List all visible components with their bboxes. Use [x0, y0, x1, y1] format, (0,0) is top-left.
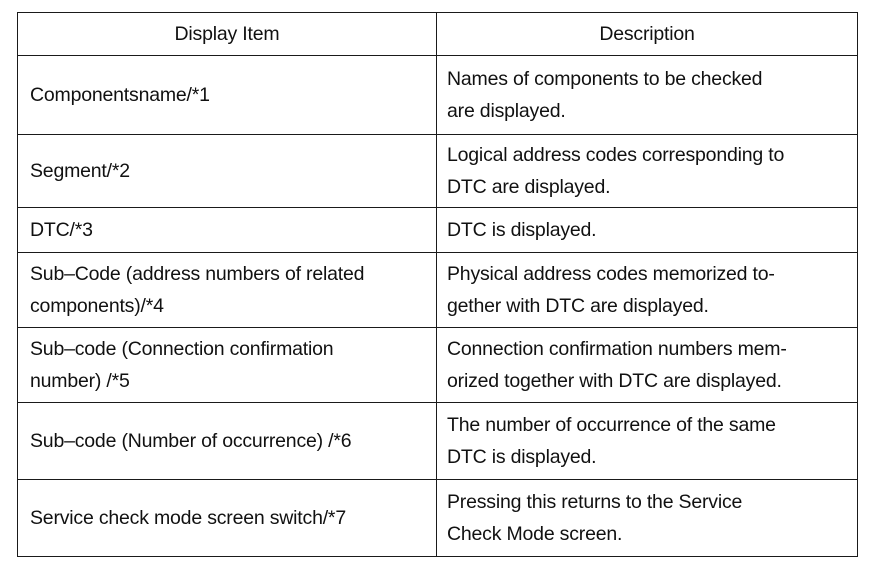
- display-item-table: [17, 12, 858, 557]
- description-cell: Pressing this returns to the Service Check Mode screen.: [437, 480, 858, 557]
- header-display-item: Display Item: [18, 13, 437, 56]
- table-row: [18, 135, 858, 208]
- display-item-cell: Sub–code (Connection confirmation number) /*5: [18, 328, 437, 403]
- display-item-cell: Sub–code (Number of occurrence) /*6: [18, 403, 437, 480]
- table-row: [18, 253, 858, 328]
- table-row: [18, 208, 858, 253]
- table-row: [18, 328, 858, 403]
- display-item-cell: DTC/*3: [18, 208, 437, 253]
- table-body: [18, 56, 858, 557]
- description-cell: Names of components to be checked are displayed.: [437, 56, 858, 135]
- description-cell: Logical address codes corresponding to DTC are displayed.: [437, 135, 858, 208]
- description-cell: Physical address codes memorized to- gether with DTC are displayed.: [437, 253, 858, 328]
- description-cell: DTC is displayed.: [437, 208, 858, 253]
- header-description: Description: [437, 13, 858, 56]
- display-item-cell: Componentsname/*1: [18, 56, 437, 135]
- table-header: [18, 13, 858, 56]
- description-cell: The number of occurrence of the same DTC is displayed.: [437, 403, 858, 480]
- table-row: [18, 56, 858, 135]
- table-row: [18, 403, 858, 480]
- header-row: [18, 13, 858, 56]
- table-row: [18, 480, 858, 557]
- display-item-cell: Service check mode screen switch/*7: [18, 480, 437, 557]
- display-item-cell: Segment/*2: [18, 135, 437, 208]
- description-cell: Connection confirmation numbers mem- orized together with DTC are displayed.: [437, 328, 858, 403]
- display-item-cell: Sub–Code (address numbers of related components)/*4: [18, 253, 437, 328]
